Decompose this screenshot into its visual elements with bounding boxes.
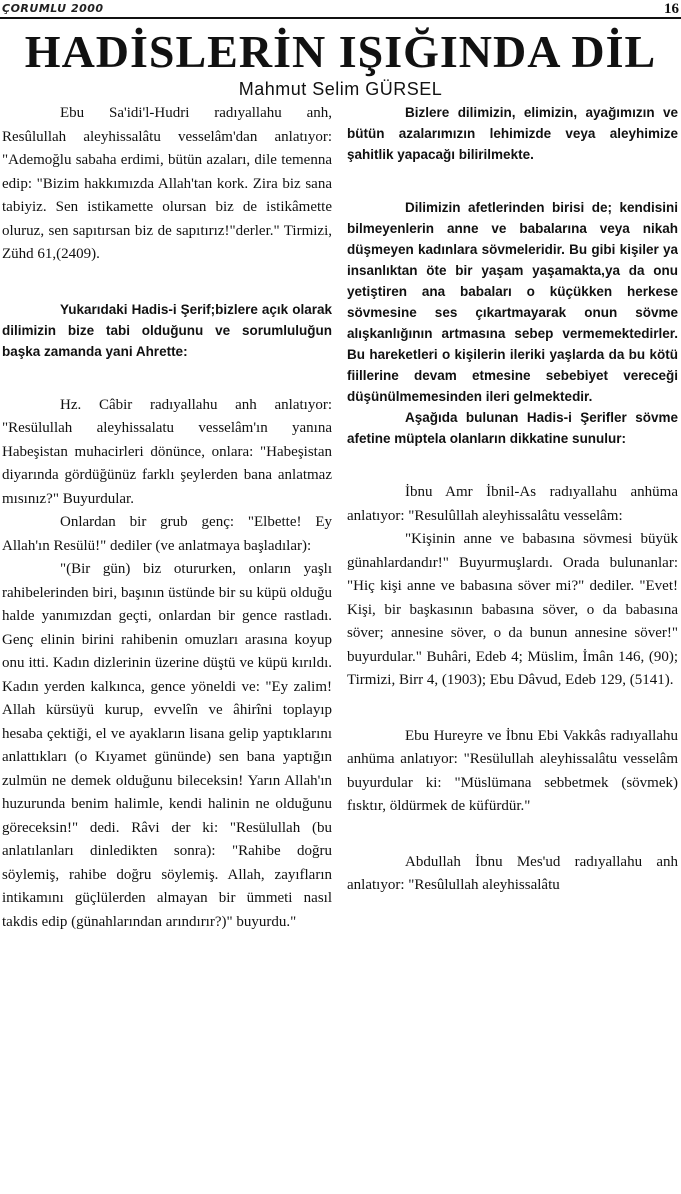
article-title: HADİSLERİN IŞIĞINDA DİL bbox=[24, 26, 657, 77]
paragraph-commentary: Yukarıdaki Hadis-i Şerif;bizlere açık olarak dilimizin bize tabi olduğunu ve sorumluluğun başka zamanda yani Ahrette: bbox=[2, 301, 332, 359]
publication-logo: ÇORUMLU 2000 bbox=[2, 2, 104, 15]
paragraph-tongue-afflictions: Dilimizin afetlerinden birisi de; kendisini bilmeyenlerin anne ve babalarına veya nikah düşmeyen kadınlara sövmeleridir. Bu gibi kişiler ya insanlıktan öte bir yaşam yaşamakta,ya da onu yetiştiren ana babaları o küçükken herkese sövmesine ses çıkartmayarak onun sövme alışkanlığının artmasına sebep vermemektedirler. Bu hareketleri o kişilerin ileriki yaşlarda da bu kötü fiillerine devam etmesine sebebiyet vereceği düşünülmemesinden ileri gelmektedir. bbox=[347, 200, 678, 404]
paragraph-ibnu-amr: İbnu Amr İbnil-As radıyallahu anhüma anlatıyor: "Resulûllah aleyhissalâtu vesselâm: bbox=[347, 484, 678, 524]
paragraph-young-group: Onlardan bir grub genç: "Elbette! Ey Allah'ın Resülü!" dediler (ve anlatmaya başladılar): bbox=[2, 514, 332, 554]
paragraph-cabir-hadith: Hz. Câbir radıyallahu anh anlatıyor: "Resülullah aleyhissalatu vesselâm'ın yanına Habeşistan muhacirleri dönünce, onlara: "Habeşistan diyarında gördüğünüz farklı şeylerden bana anlatmaz mısınız?" Buyurdular. bbox=[2, 396, 332, 507]
header-rule bbox=[0, 17, 681, 19]
paragraph-nun-story: "(Bir gün) biz otururken, onların yaşlı rahibelerinden biri, başının üstünde bir su küpü olduğu halde yanımızdan geçti, onlardan bir gence rastladı. Genç elinin birini rahibenin omuzları arasına koyup onu itti. Kadın dizlerinin üzerine düştü ve küpü kırıldı. Kadın yerden kalkınca, gence yöneldi ve: "Ey zalim! Allah kürsüyü kurup, evvelîn ve âhirîni toplayıp hesaba çektiği, el ve ayakların lisana gelip yaptıklarını anlattıkları (o Kıyamet gününde) sen bana yaptığın zulmün ne demek olduğunu bileceksin! Yarın Allah'ın huzurunda benim halimle, kendi halinin ne olduğunu göreceksin!" dedi. Râvi der ki: "Resülullah (bu anlatılanları dinledikten sonra): "Rahibe doğru söylemiş, rahibe doğru söylemiş. Allah, zayıfların intikamını güçlülerden almayan bir ümmeti nasıl takdis edip (günahlarından arındırır?)" buyurdu." bbox=[2, 561, 332, 930]
paragraph-testimony: Bizlere dilimizin, elimizin, ayağımızın ve bütün azalarımızın lehimizde veya aleyhimize şahitlik yapacağı bilirilmekte. bbox=[347, 105, 678, 162]
paragraph-hadith-intro: Aşağıda bulunan Hadis-i Şerifler sövme afetine müptela olanların dikkatine sunulur: bbox=[347, 410, 678, 446]
article-author: Mahmut Selim GÜRSEL bbox=[238, 79, 443, 99]
left-column bbox=[2, 102, 332, 934]
right-column bbox=[347, 102, 678, 898]
paragraph-intro-hadith: Ebu Sa'idi'l-Hudri radıyallahu anh, Resûlullah aleyhissalâtu vesselâm'dan anlatıyor: "Ademoğlu sabaha erdimi, bütün azaları, dile temenna edip: "Bizim hakkımızda Allah'tan kork. Zira biz sana tabiyiz. Sen istikamette olursan biz de istikâmette oluruz, sen sapıtırsan biz de sapıtırız!"derler." Tirmizi, Zühd 61,(2409). bbox=[2, 105, 332, 262]
paragraph-ebu-hureyre: Ebu Hureyre ve İbnu Ebi Vakkâs radıyallahu anhüma anlatıyor: "Resülullah aleyhissalâtu vesselâm buyurdular ki: "Müslümana sebbetmek (sövmek) fısktır, öldürmek de küfürdür." bbox=[347, 727, 678, 814]
paragraph-abdullah: Abdullah İbnu Mes'ud radıyallahu anh anlatıyor: "Resûlullah aleyhissalâtu bbox=[347, 853, 678, 893]
page-number: 16 bbox=[664, 1, 679, 17]
paragraph-parents-hadith: "Kişinin anne ve babasına sövmesi büyük günahlardandır!" Buyurmuşlardı. Orada bulunanlar: "Hiç kişi anne ve babasına söver mi?" dediler. "Evet! Kişi, bir başkasının babasına söver, o da babasına söver; annesine söver, o da bunun annesine söver!" buyurdular." Buhâri, Edeb 4; Müslim, İmân 146, (90); Tirmizi, Birr 4, (1903); Ebu Dâvud, Edeb 129, (5141). bbox=[347, 531, 678, 688]
